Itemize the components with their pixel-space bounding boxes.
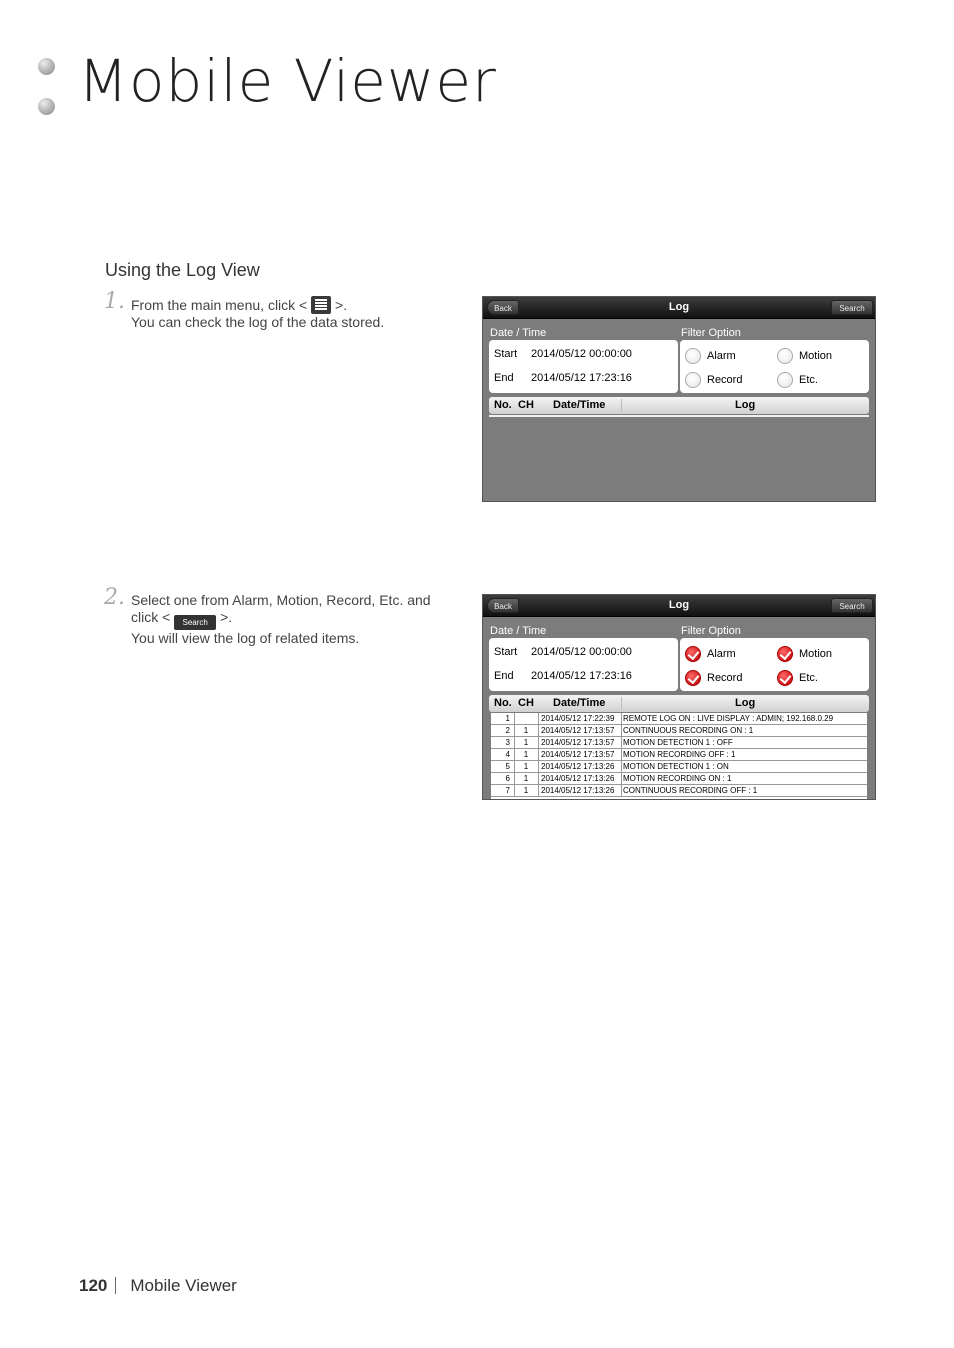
radio-unchecked-icon [777,372,793,388]
check-icon [685,646,701,662]
step-number: 2. [104,585,125,610]
radio-unchecked-icon [777,348,793,364]
screen-title: Log [668,301,690,313]
start-row[interactable]: Start 2014/05/12 00:00:00 [494,646,632,658]
table-row [491,797,867,800]
cell-no: 1 [505,714,510,723]
filter-panel: Alarm Motion Record Etc. [680,638,869,691]
cell-ch: 1 [523,786,529,795]
screen-title: Log [668,599,690,611]
cell-log: CONTINUOUS RECORDING ON : 1 [623,726,754,735]
step-text: Select one from Alarm, Motion, Record, Etc. and click < Search >. You will view the log of related items. [131,592,431,646]
page-number: 120 [79,1276,108,1295]
end-row[interactable]: End 2014/05/12 17:23:16 [494,372,632,384]
cell-no: 3 [505,738,510,747]
page-footer [79,1276,237,1296]
filter-option-label: Filter Option [681,625,741,637]
date-time-panel [489,638,678,691]
date-time-label: Date / Time [490,327,547,339]
bullet-dot [38,58,55,75]
table-row[interactable] [491,785,867,797]
table-row[interactable] [491,749,867,761]
cell-no: 5 [505,762,510,771]
table-row[interactable] [491,773,867,785]
cell-log: MOTION DETECTION 1 : ON [623,762,729,771]
radio-unchecked-icon [685,348,701,364]
date-time-panel [489,340,678,393]
search-button-icon: Search [174,615,216,630]
cell-datetime: 2014/05/12 17:13:57 [541,738,615,747]
date-time-label: Date / Time [490,625,547,637]
step-number: 1. [104,289,125,314]
filter-option-label: Filter Option [681,327,741,339]
cell-no: 4 [505,750,510,759]
cell-ch: 1 [523,774,529,783]
start-row[interactable]: Start 2014/05/12 00:00:00 [494,348,632,360]
cell-ch: 1 [523,750,529,759]
cell-no: 2 [505,726,510,735]
search-button[interactable]: Search [831,598,873,613]
log-table-header: No. CH Date/Time Log [489,695,869,712]
table-row[interactable] [491,725,867,737]
section-title: Using the Log View [105,260,260,280]
check-icon [777,646,793,662]
cell-ch: 1 [523,762,529,771]
cell-log: MOTION RECORDING ON : 1 [623,774,732,783]
search-button[interactable]: Search [831,300,873,315]
log-screen-results [482,594,876,800]
back-button[interactable]: Back [487,598,519,613]
cell-datetime: 2014/05/12 17:13:26 [541,786,615,795]
step-text: From the main menu, click < >. You can check the log of the data stored. [131,297,385,330]
log-screen-empty [482,296,876,502]
cell-no: 6 [505,774,510,783]
check-icon [685,670,701,686]
end-row[interactable]: End 2014/05/12 17:23:16 [494,670,632,682]
cell-log: CONTINUOUS RECORDING OFF : 1 [623,786,758,795]
footer-label: Mobile Viewer [130,1276,237,1295]
cell-datetime: 2014/05/12 17:13:26 [541,774,615,783]
cell-log: REMOTE LOG ON : LIVE DISPLAY : ADMIN; 192.168.0.29 [623,714,834,723]
cell-datetime: 2014/05/12 17:13:57 [541,750,615,759]
page-title: Mobile Viewer [78,47,497,115]
cell-datetime: 2014/05/12 17:13:57 [541,726,615,735]
cell-datetime: 2014/05/12 17:13:26 [541,762,615,771]
cell-ch: 1 [523,726,529,735]
check-icon [777,670,793,686]
cell-no: 7 [505,786,510,795]
cell-log: MOTION DETECTION 1 : OFF [623,738,733,747]
back-button[interactable]: Back [487,300,519,315]
top-bar [483,297,875,319]
cell-ch: 1 [523,738,529,747]
bullet-dot [38,98,55,115]
radio-unchecked-icon [685,372,701,388]
cell-log: MOTION RECORDING OFF : 1 [623,750,736,759]
filter-panel: Alarm Motion Record Etc. [680,340,869,393]
cell-datetime: 2014/05/12 17:22:39 [541,714,615,723]
top-bar [483,595,875,617]
table-row[interactable] [491,761,867,773]
table-row[interactable] [491,713,867,725]
table-row[interactable] [491,737,867,749]
title-bullets [36,58,56,118]
log-table-header: No. CH Date/Time Log [489,397,869,414]
log-view-icon [311,296,331,314]
log-table [491,713,867,800]
header-divider [489,415,869,417]
